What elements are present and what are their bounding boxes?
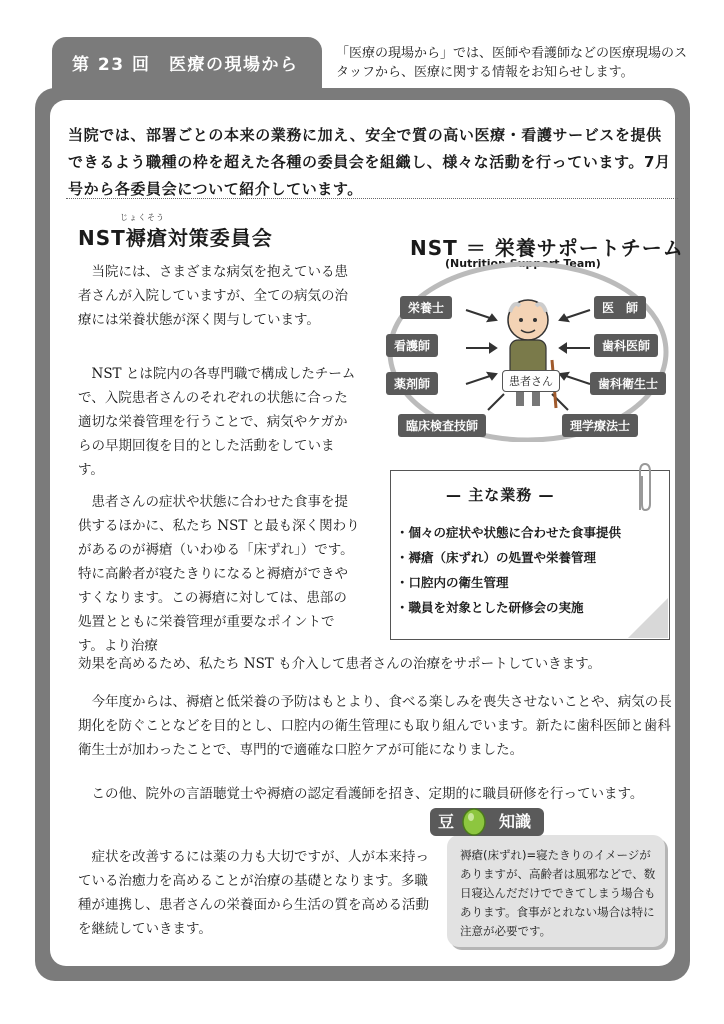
role-dentist: 歯科医師	[594, 334, 658, 357]
duties-title: — 主な業務 —	[446, 486, 555, 504]
paperclip-icon	[634, 460, 656, 520]
role-pharmacist: 薬剤師	[386, 372, 438, 395]
duty-item: ・口腔内の衛生管理	[396, 575, 509, 590]
paragraph-2: NST とは院内の各専門職で構成したチームで、入院患者さんのそれぞれの状態に合った適切な栄養管理を行うことで、病気やケガからの早期回復を目的とした活動をしています。	[78, 366, 356, 478]
paragraph-4: 効果を高めるため、私たち NST も介入して患者さんの治療をサポートしていきます。	[78, 656, 602, 672]
role-lab-technician: 臨床検査技師	[398, 414, 486, 437]
nst-subtitle: (Nutrition Support Team)	[445, 257, 601, 270]
nst-title: NST ＝ 栄養サポートチーム	[410, 236, 684, 260]
trivia-label-knowledge: 知識	[486, 808, 544, 836]
bean-icon	[460, 806, 488, 838]
role-doctor: 医 師	[594, 296, 646, 319]
title-ruby: じょくそう	[120, 213, 165, 222]
trivia-text: 褥瘡(床ずれ)=寝たきりのイメージがありますが、高齢者は風邪などで、数日寝込んだだけでできてしまう場合もあります。食事がとれない場合は特に注意が必要です。	[460, 848, 656, 938]
paragraph-1: 当院には、さまざまな病気を抱えている患者さんが入院していますが、全ての病気の治療には栄養状態が深く関与しています。	[78, 264, 348, 328]
duty-item: ・褥瘡（床ずれ）の処置や栄養管理	[396, 550, 597, 565]
paragraph-6: この他、院外の言語聴覚士や褥瘡の認定看護師を招き、定期的に職員研修を行っています。	[91, 786, 644, 802]
duty-item: ・個々の症状や状態に合わせた食事提供	[396, 525, 622, 540]
divider	[66, 198, 678, 199]
trivia-label-bean: 豆	[430, 808, 462, 836]
role-physical-therapist: 理学療法士	[562, 414, 638, 437]
intro-text: 当院では、部署ごとの本来の業務に加え、安全で質の高い医療・看護サービスを提供できるよう職種の枠を超えた各種の委員会を組織し、様々な活動を行っています。7月号から各委員会について紹介しています。	[68, 126, 671, 198]
role-dietitian: 栄養士	[400, 296, 452, 319]
section-title: NST褥瘡対策委員会	[78, 226, 273, 250]
role-nurse: 看護師	[386, 334, 438, 357]
duties-list	[396, 520, 666, 620]
patient-label: 患者さん	[502, 370, 560, 392]
role-dental-hygienist: 歯科衛生士	[590, 372, 666, 395]
paragraph-5: 今年度からは、褥瘡と低栄養の予防はもとより、食べる楽しみを喪失させないことや、病気の長期化を防ぐことなどを目的とし、口腔内の衛生管理にも取り組んでいます。新たに歯科医師と歯科衛生士が加わったことで、専門的で適確な口腔ケアが可能になりました。	[78, 694, 672, 758]
series-description: 「医療の現場から」では、医師や看護師などの医療現場のスタッフから、医療に関する情報をお知らせします。	[336, 46, 688, 80]
paragraph-7: 症状を改善するには薬の力も大切ですが、人が本来持っている治癒力を高めることが治療の基礎となります。多職種が連携し、患者さんの栄養面から生活の質を高める活動を継続していきます。	[78, 849, 429, 937]
series-title: 第 23 回 医療の現場から	[72, 55, 299, 75]
duty-item: ・職員を対象とした研修会の実施	[396, 600, 584, 615]
paragraph-3: 患者さんの症状や状態に合わせた食事を提供するほかに、私たち NST と最も深く関わりがあるのが褥瘡（いわゆる「床ずれ」）です。特に高齢者が寝たきりになると褥瘡ができやすくなります。この褥瘡に対しては、患部の処置とともに栄養管理が重要なポイントです。より治療	[78, 494, 360, 654]
